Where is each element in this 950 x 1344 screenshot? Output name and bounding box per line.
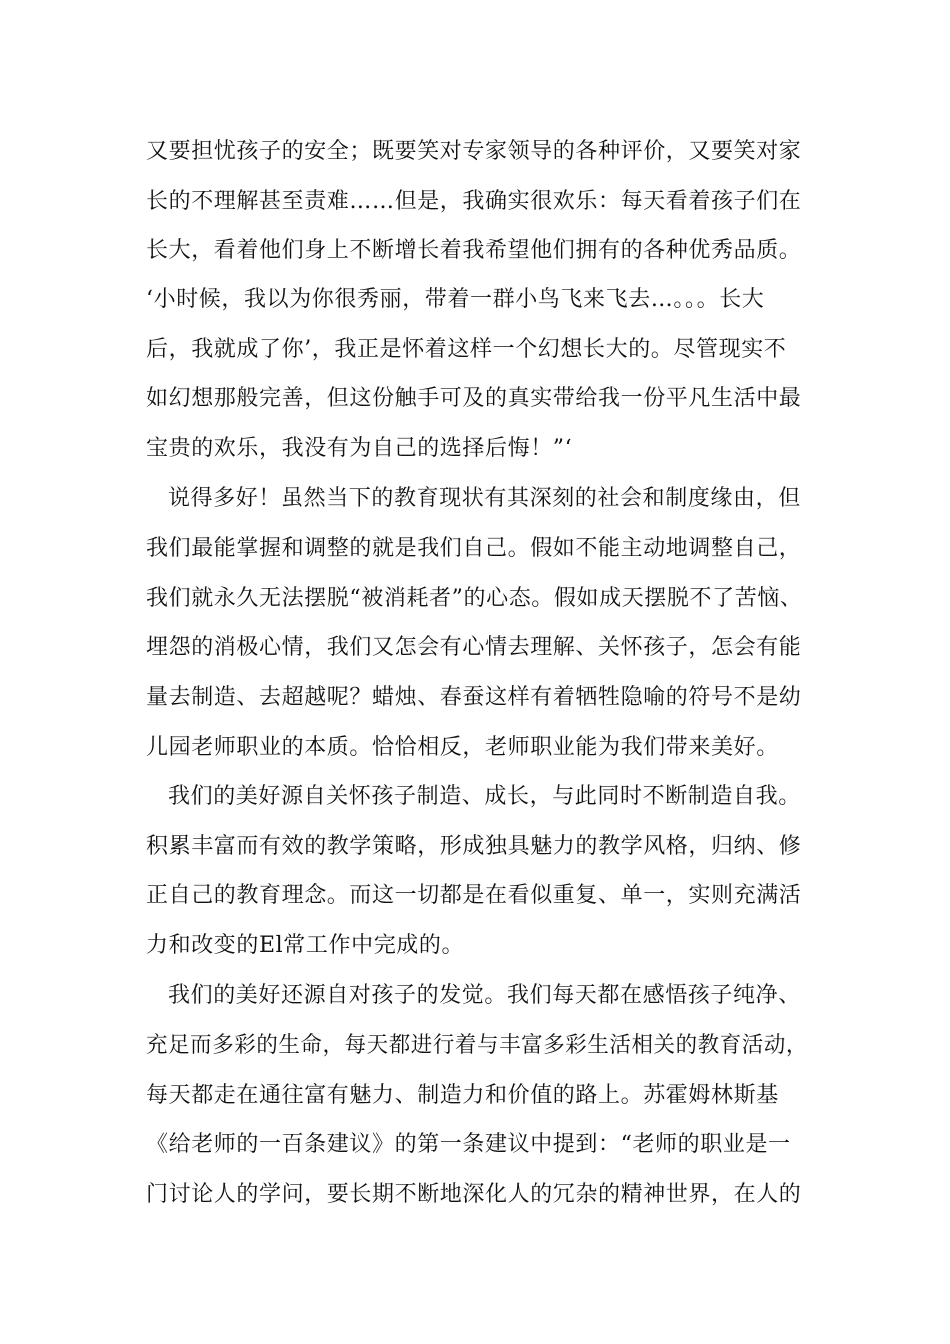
paragraph-start-line: 说得多好！虽然当下的教育现状有其深刻的社会和制度缘由，但 [168, 486, 801, 511]
paragraph-start-line: 我们的美好源自关怀孩子制造、成长，与此同时不断制造自我。 [168, 784, 801, 809]
text-line: 儿园老师职业的本质。恰恰相反，老师职业能为我们带来美好。 [146, 735, 779, 760]
text-line: 埋怨的消极心情，我们又怎会有心情去理解、关怀孩子，怎会有能 [146, 635, 802, 660]
text-line: 又要担忧孩子的安全；既要笑对专家领导的各种评价，又要笑对家 [146, 139, 802, 164]
text-line: 如幻想那般完善，但这份触手可及的真实带给我一份平凡生活中最 [146, 386, 802, 411]
text-line: ‘小时候，我以为你很秀丽，带着一群小鸟飞来飞去…。。。长大 [146, 287, 765, 312]
text-line: 量去制造、去超越呢？蜡烛、春蚕这样有着牺牲隐喻的符号不是幼 [146, 685, 802, 710]
text-line: 长大，看着他们身上不断增长着我希望他们拥有的各种优秀品质。 [146, 238, 802, 263]
text-line: 充足而多彩的生命，每天都进行着与丰富多彩生活相关的教育活动， [146, 1033, 809, 1058]
text-line: 后，我就成了你’，我正是怀着这样一个幻想长大的。尽管现实不 [146, 337, 787, 362]
text-line: 积累丰富而有效的教学策略，形成独具魅力的教学风格，归纳、修 [146, 834, 802, 859]
text-line: 《给老师的一百条建议》的第一条建议中提到：“老师的职业是一 [146, 1132, 791, 1157]
text-line: 我们最能掌握和调整的就是我们自己。假如不能主动地调整自己， [146, 536, 802, 561]
text-line: 宝贵的欢乐，我没有为自己的选择后悔！”‘ [146, 436, 573, 461]
text-line: 力和改变的El常工作中完成的。 [146, 933, 465, 958]
paragraph-start-line: 我们的美好还源自对孩子的发觉。我们每天都在感悟孩子纯净、 [168, 983, 801, 1008]
text-line: 长的不理解甚至责难……但是，我确实很欢乐：每天看着孩子们在 [146, 189, 802, 214]
text-line: 我们就永久无法摆脱“被消耗者”的心态。假如成天摆脱不了苦恼、 [146, 586, 803, 611]
text-line: 门讨论人的学问，要长期不断地深化人的冗杂的精神世界，在人的 [146, 1182, 802, 1207]
text-line: 正自己的教育理念。而这一切都是在看似重复、单一，实则充满活 [146, 883, 802, 908]
text-line: 每天都走在通往富有魅力、制造力和价值的路上。苏霍姆林斯基 [146, 1083, 779, 1108]
